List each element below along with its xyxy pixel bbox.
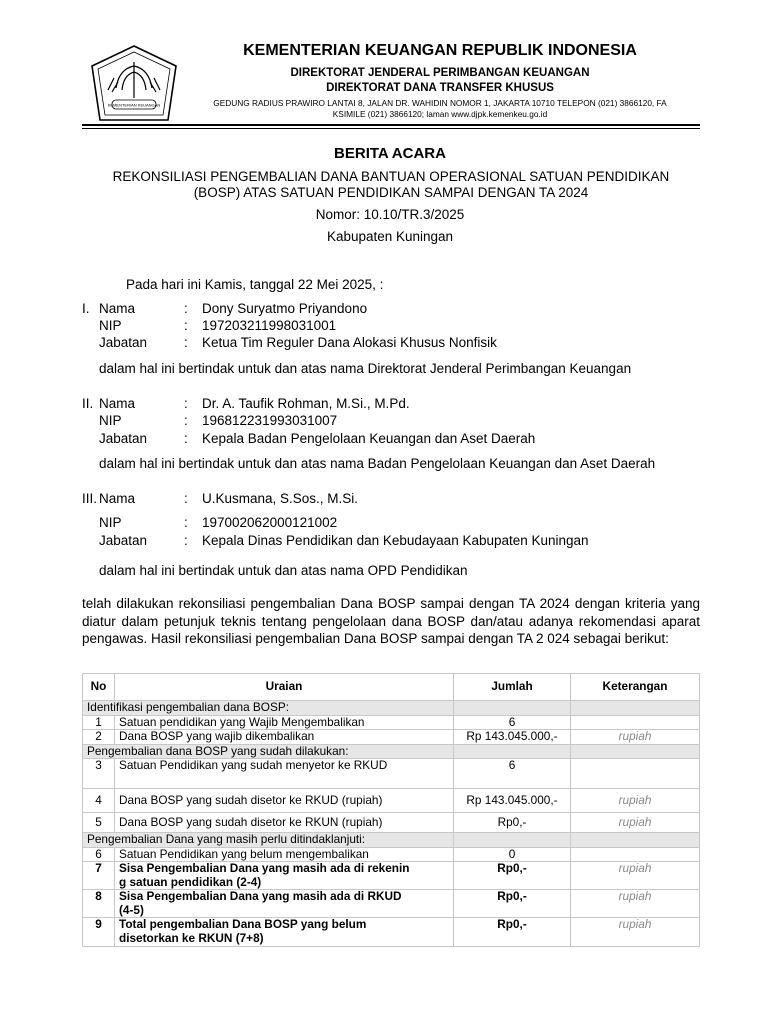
cell-uraian: Dana BOSP yang wajib dikembalikan [115,730,454,745]
party-3-statement: dalam hal ini bertindak untuk dan atas nama OPD Pendidikan [99,563,468,578]
table-row [83,862,700,890]
cell-keterangan: rupiah [571,813,700,833]
party-2-nama: Dr. A. Taufik Rohman, M.Si., M.Pd. [202,396,410,411]
cell-uraian [115,890,454,918]
table-header-row [83,674,700,701]
directorate-general: DIREKTORAT JENDERAL PERIMBANGAN KEUANGAN [290,67,590,79]
cell-no: 5 [83,813,115,833]
party-1-colon-3: : [184,335,188,350]
section-label: Pengembalian Dana yang masih perlu ditindaklanjuti: [83,833,454,848]
cell-jumlah: Rp0,- [454,862,571,890]
party-2-jabatan-label: Jabatan [99,431,148,446]
party-1-nama: Dony Suryatmo Priyandono [202,301,368,316]
party-1-nip-label: NIP [99,318,122,333]
cell-jumlah: 0 [454,847,571,862]
cell-jumlah: Rp 143.045.000,- [454,789,571,813]
cell-no: 4 [83,789,115,813]
table-row [83,813,700,833]
reconciliation-table [82,673,700,947]
party-3-nama: U.Kusmana, S.Sos., M.Si. [202,491,359,506]
section-empty-cell [571,833,700,848]
cell-uraian: Dana BOSP yang sudah disetor ke RKUD (rupiah) [115,789,454,813]
table-row [83,918,700,947]
section-empty-cell [571,744,700,759]
address-line-2: KSIMILE (021) 3866120; laman www.djpk.kemenkeu.go.id [332,109,548,119]
ministry-title: KEMENTERIAN KEUANGAN REPUBLIK INDONESIA [243,42,637,59]
cell-uraian: Satuan Pendidikan yang belum mengembalikan [115,847,454,862]
cell-keterangan: rupiah [571,890,700,918]
cell-uraian-line-1: Sisa Pengembalian Dana yang masih ada di RKUD [119,889,402,903]
cell-keterangan: rupiah [571,862,700,890]
party-1-nama-label: Nama [99,301,136,316]
cell-uraian-line-1: Sisa Pengembalian Dana yang masih ada di rekenin [119,861,410,875]
body-paragraph: telah dilakukan rekonsiliasi pengembalian Dana BOSP sampai dengan TA 2024 dengan kriteria yang diatur dalam petunjuk teknis tentang pengelolaan dana BOSP dan/atau adanya rekomendasi aparat pengawas. Hasil rekonsiliasi pengembalian Dana BOSP sampai dengan TA 2 024 sebagai berikut: [82,596,700,646]
table-row [83,890,700,918]
party-3-jabatan-label: Jabatan [99,533,148,548]
cell-no: 2 [83,730,115,745]
party-3-colon-1: : [184,491,188,506]
cell-no: 1 [83,715,115,730]
cell-uraian-line-1: Total pengembalian Dana BOSP yang belum [119,917,367,931]
section-empty-cell [454,744,571,759]
party-1-nip: 197203211998031001 [202,318,337,333]
party-3-nip-label: NIP [99,515,122,530]
directorate: DIREKTORAT DANA TRANSFER KHUSUS [326,82,554,94]
table-row [83,730,700,745]
party-1-colon-2: : [184,318,188,333]
cell-jumlah: 6 [454,759,571,789]
cell-keterangan [571,847,700,862]
cell-jumlah: Rp0,- [454,890,571,918]
address [188,98,692,120]
party-3-nama-label: Nama [99,491,136,506]
logo-ribbon-text: KEMENTERIAN KEUANGAN [107,102,161,108]
col-header-jumlah: Jumlah [454,674,571,701]
header-rule-thick [82,124,700,126]
document-title: BERITA ACARA [334,145,446,162]
cell-no: 6 [83,847,115,862]
cell-keterangan [571,759,700,789]
document-subtitle [82,169,700,201]
party-2-jabatan: Kepala Badan Pengelolaan Keuangan dan Aset Daerah [202,431,536,446]
party-3-colon-2: : [184,515,188,530]
party-2-colon-3: : [184,431,188,446]
cell-no: 9 [83,918,115,947]
header-rule-thin [82,128,700,129]
cell-uraian: Satuan Pendidikan yang sudah menyetor ke RKUD [115,759,454,789]
document-number: Nomor: 10.10/TR.3/2025 [315,207,465,222]
address-line-1: GEDUNG RADIUS PRAWIRO LANTAI 8, JALAN DR. WAHIDIN NOMOR 1, JAKARTA 10710 TELEPON (021) 3866120, FA [213,98,667,108]
cell-keterangan [571,715,700,730]
section-empty-cell [454,701,571,716]
table-row [83,759,700,789]
table-row [83,847,700,862]
col-header-keterangan: Keterangan [571,674,700,701]
party-2-colon-1: : [184,396,188,411]
intro-text: Pada hari ini Kamis, tanggal 22 Mei 2025, : [126,277,384,292]
cell-no: 8 [83,890,115,918]
cell-no: 3 [83,759,115,789]
table-row [83,789,700,813]
document-place: Kabupaten Kuningan [326,229,454,244]
party-1-numeral: I. [82,301,90,316]
party-2-nip-label: NIP [99,413,122,428]
cell-uraian-line-2: (4-5) [119,902,144,917]
subtitle-line-2: (BOSP) ATAS SATUAN PENDIDIKAN SAMPAI DENGAN TA 2024 [193,185,589,200]
cell-keterangan: rupiah [571,730,700,745]
party-3-numeral: III. [82,491,98,506]
cell-jumlah: Rp0,- [454,918,571,947]
cell-keterangan: rupiah [571,789,700,813]
section-empty-cell [571,701,700,716]
party-2-statement: dalam hal ini bertindak untuk dan atas nama Badan Pengelolaan Keuangan dan Aset Daerah [99,456,656,471]
section-label: Identifikasi pengembalian dana BOSP: [83,701,454,716]
party-3-nip: 197002062000121002 [202,515,338,530]
party-2-colon-2: : [184,413,188,428]
table-row [83,715,700,730]
party-3-jabatan: Kepala Dinas Pendidikan dan Kebudayaan Kabupaten Kuningan [202,533,589,548]
cell-uraian: Dana BOSP yang sudah disetor ke RKUN (rupiah) [115,813,454,833]
section-label: Pengembalian dana BOSP yang sudah dilakukan: [83,744,454,759]
col-header-no: No [83,674,115,701]
cell-uraian [115,862,454,890]
section-empty-cell [454,833,571,848]
party-2-nama-label: Nama [99,396,136,411]
party-1-colon-1: : [184,301,188,316]
cell-no: 7 [83,862,115,890]
section-row [83,701,700,716]
subtitle-line-1: REKONSILIASI PENGEMBALIAN DANA BANTUAN OPERASIONAL SATUAN PENDIDIKAN [112,169,670,184]
party-1-statement: dalam hal ini bertindak untuk dan atas nama Direktorat Jenderal Perimbangan Keuangan [99,361,632,376]
cell-jumlah: Rp0,- [454,813,571,833]
col-header-uraian: Uraian [115,674,454,701]
cell-keterangan: rupiah [571,918,700,947]
cell-uraian: Satuan pendidikan yang Wajib Mengembalikan [115,715,454,730]
cell-uraian-line-2: g satuan pendidikan (2-4) [119,874,262,889]
kemenkeu-logo [88,44,180,126]
cell-uraian [115,918,454,947]
party-1-jabatan: Ketua Tim Reguler Dana Alokasi Khusus Nonfisik [202,335,497,350]
section-row [83,744,700,759]
cell-uraian-line-2: disetorkan ke RKUN (7+8) [119,930,264,945]
cell-jumlah: Rp 143.045.000,- [454,730,571,745]
party-3-colon-3: : [184,533,188,548]
cell-jumlah: 6 [454,715,571,730]
section-row [83,833,700,848]
party-2-numeral: II. [82,396,94,411]
party-2-nip: 196812231993031007 [202,413,338,428]
party-1-jabatan-label: Jabatan [99,335,148,350]
